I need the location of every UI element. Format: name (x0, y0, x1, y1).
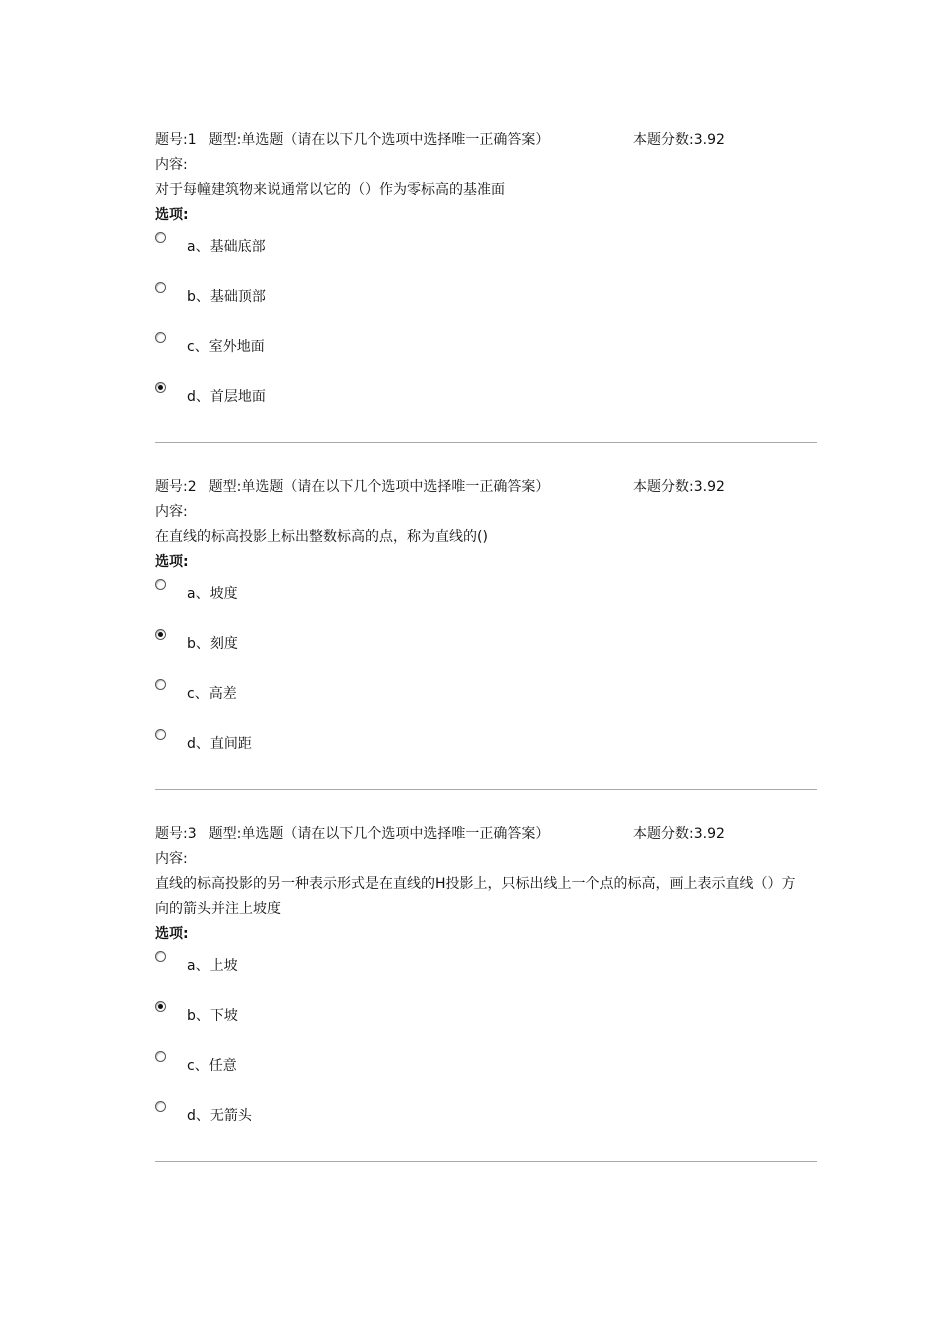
question-number: 1 (187, 132, 197, 148)
question-type-label: 题型: (208, 826, 242, 842)
option-text: b、刻度 (187, 636, 238, 652)
radio-button[interactable] (155, 579, 166, 590)
option-d[interactable] (155, 378, 817, 428)
question-type: 单选题（请在以下几个选项中选择唯一正确答案） (241, 479, 550, 495)
radio-button[interactable] (155, 1101, 166, 1112)
option-text: c、高差 (187, 686, 237, 702)
question-score-label: 本题分数: (633, 826, 694, 842)
option-a[interactable] (155, 228, 817, 278)
question-score-label: 本题分数: (633, 132, 694, 148)
question-type: 单选题（请在以下几个选项中选择唯一正确答案） (241, 132, 550, 148)
question-type-label: 题型: (208, 479, 242, 495)
radio-button[interactable] (155, 951, 166, 962)
option-c[interactable] (155, 328, 817, 378)
option-d[interactable] (155, 1097, 817, 1147)
question-score-label: 本题分数: (633, 479, 694, 495)
content-label: 内容: (155, 504, 188, 520)
options-label: 选项: (155, 926, 189, 942)
radio-button[interactable] (155, 232, 166, 243)
question-divider (155, 442, 817, 443)
radio-button[interactable] (155, 382, 166, 393)
question-score-value: 3.92 (693, 132, 725, 148)
question-header (155, 128, 817, 153)
question-score (633, 475, 725, 500)
option-text: d、无箭头 (187, 1108, 252, 1124)
radio-button[interactable] (155, 629, 166, 640)
question-divider (155, 1161, 817, 1162)
option-text: b、下坡 (187, 1008, 238, 1024)
option-c[interactable] (155, 1047, 817, 1097)
quiz-page (155, 128, 817, 1194)
content-label: 内容: (155, 851, 188, 867)
question-type: 单选题（请在以下几个选项中选择唯一正确答案） (241, 826, 550, 842)
option-text: d、直间距 (187, 736, 252, 752)
options-label: 选项: (155, 554, 189, 570)
option-a[interactable] (155, 575, 817, 625)
question-number-label: 题号: (155, 479, 188, 495)
option-text: a、坡度 (187, 586, 238, 602)
radio-button[interactable] (155, 332, 166, 343)
question-text: 在直线的标高投影上标出整数标高的点，称为直线的() (155, 529, 488, 545)
question-number-label: 题号: (155, 132, 188, 148)
radio-button[interactable] (155, 1001, 166, 1012)
question-number: 2 (187, 479, 197, 495)
option-a[interactable] (155, 947, 817, 997)
option-text: a、基础底部 (187, 239, 266, 255)
content-label: 内容: (155, 157, 188, 173)
options-list (155, 575, 817, 775)
question-header (155, 475, 817, 500)
question-type-label: 题型: (208, 132, 242, 148)
option-b[interactable] (155, 278, 817, 328)
question-number: 3 (187, 826, 197, 842)
option-text: d、首层地面 (187, 389, 266, 405)
question-header (155, 822, 817, 847)
option-text: c、任意 (187, 1058, 237, 1074)
options-list (155, 947, 817, 1147)
question-text: 对于每幢建筑物来说通常以它的（）作为零标高的基准面 (155, 182, 505, 198)
option-b[interactable] (155, 625, 817, 675)
radio-button[interactable] (155, 1051, 166, 1062)
option-b[interactable] (155, 997, 817, 1047)
option-text: c、室外地面 (187, 339, 265, 355)
question-score (633, 822, 725, 847)
option-text: b、基础顶部 (187, 289, 266, 305)
question-divider (155, 789, 817, 790)
options-list (155, 228, 817, 428)
question-text: 直线的标高投影的另一种表示形式是在直线的H投影上，只标出线上一个点的标高，画上表示直线（）方向的箭头并注上坡度 (155, 876, 796, 917)
question-1 (155, 128, 817, 443)
question-score-value: 3.92 (693, 826, 725, 842)
option-c[interactable] (155, 675, 817, 725)
question-3 (155, 822, 817, 1162)
question-number-label: 题号: (155, 826, 188, 842)
radio-button[interactable] (155, 282, 166, 293)
radio-button[interactable] (155, 729, 166, 740)
question-score (633, 128, 725, 153)
question-2 (155, 475, 817, 790)
question-score-value: 3.92 (693, 479, 725, 495)
option-text: a、上坡 (187, 958, 238, 974)
radio-button[interactable] (155, 679, 166, 690)
option-d[interactable] (155, 725, 817, 775)
options-label: 选项: (155, 207, 189, 223)
